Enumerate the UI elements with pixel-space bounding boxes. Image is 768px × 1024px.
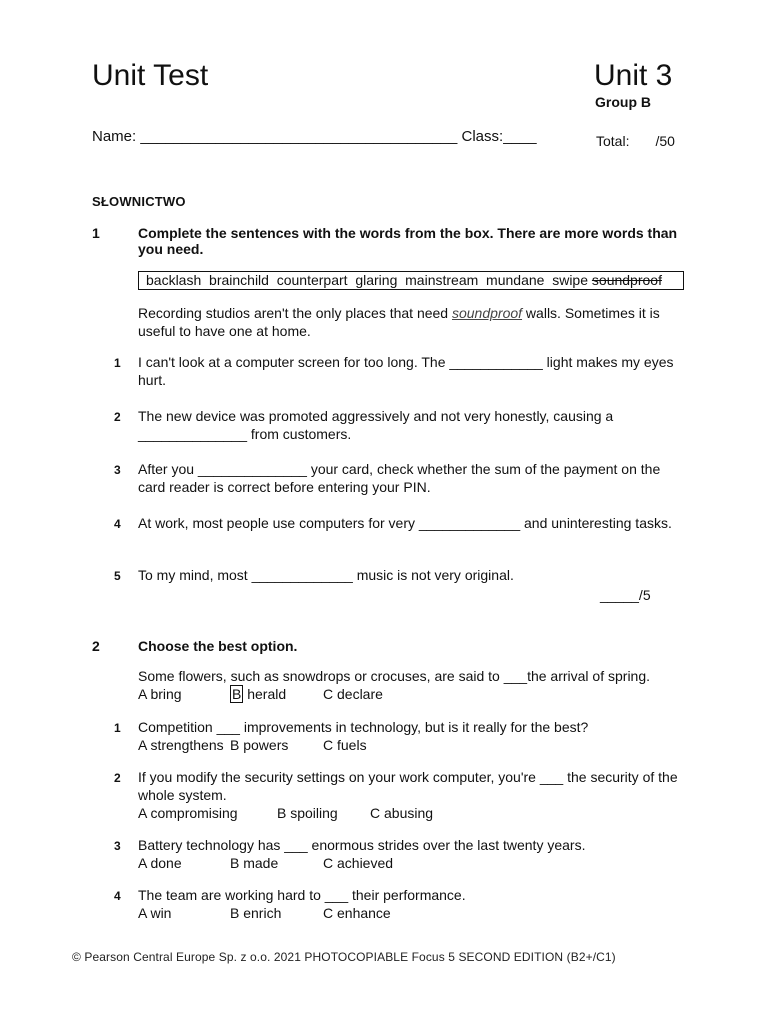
ex2-question-text: The team are working hard to ___ their performance. [138,887,466,903]
group-label: Group B [595,94,651,110]
exercise-1-number: 1 [92,225,100,241]
option-c: C abusing [370,805,434,821]
ex2-question-text: If you modify the security settings on your work computer, you're ___ the security of the whole system. [138,769,678,803]
option-c: C declare [323,686,383,702]
option-a: A win [138,905,172,921]
option-a: A strengthens [138,737,224,753]
option-c: C fuels [323,737,367,753]
ex1-question-text: To my mind, most _____________ music is not very original. [138,567,514,583]
example-text-start: Recording studios aren't the only places that need [138,305,452,321]
total-score [596,133,675,149]
word-box-used-word: soundproof [591,272,662,288]
exercise-1-score: _____/5 [600,587,651,603]
example-answer: soundproof [451,305,523,321]
word-box-words: backlash brainchild counterpart glaring mainstream mundane swipe [146,272,592,288]
selected-option-letter: B [232,686,242,702]
ex2-question-number: 3 [114,839,121,853]
option-b [230,686,286,703]
ex1-question-text: I can't look at a computer screen for too long. The ____________ light makes my eyes hurt. [138,354,674,388]
ex1-question-text: At work, most people use computers for very _____________ and uninteresting tasks. [138,515,672,531]
option-b: B made [230,855,279,871]
option-c: C enhance [323,905,391,921]
ex1-question-number: 2 [114,410,121,424]
unit-label: Unit 3 [594,59,673,92]
ex1-question-number: 4 [114,517,121,531]
ex1-question-text: After you ______________ your card, check whether the sum of the payment on the card reader is correct before entering your PIN. [138,461,661,495]
ex1-question-text: The new device was promoted aggressively and not very honestly, causing a ______________ from customers. [138,408,614,442]
name-class-line: Name: ______________________________________ Class:____ [92,128,537,145]
total-value: /50 [655,133,675,149]
copyright-footer: © Pearson Central Europe Sp. z o.o. 2021 PHOTOCOPIABLE Focus 5 SECOND EDITION (B2+/C1) [72,950,616,964]
ex2-question-number: 4 [114,889,121,903]
word-box [138,271,684,290]
ex2-question-text: Competition ___ improvements in technology, but is it really for the best? [138,719,589,735]
exercise-2-instruction: Choose the best option. [138,638,298,654]
option-b: B powers [230,737,289,753]
example-text-end: walls. Sometimes it is useful to have one at home. [138,305,660,339]
exercise-2-example: Some flowers, such as snowdrops or crocuses, are said to ___the arrival of spring. [138,668,651,684]
exercise-1-instruction: Complete the sentences with the words from the box. There are more words than you need. [138,225,678,257]
section-heading: SŁOWNICTWO [92,194,186,209]
option-c: C achieved [323,855,394,871]
option-b-word: herald [243,686,287,702]
option-b: B spoiling [277,805,338,821]
total-label: Total: [596,133,630,149]
ex2-question-number: 1 [114,721,121,735]
ex2-question-text: Battery technology has ___ enormous strides over the last twenty years. [138,837,586,853]
page-title: Unit Test [92,59,209,92]
ex2-question-number: 2 [114,771,121,785]
option-b: B enrich [230,905,282,921]
exercise-1-example [138,305,678,340]
ex1-question-number: 1 [114,356,121,370]
ex1-question-number: 5 [114,569,121,583]
ex1-question-number: 3 [114,463,121,477]
option-a: A done [138,855,182,871]
exercise-2-number: 2 [92,638,100,654]
option-a: A bring [138,686,182,702]
option-a: A compromising [138,805,238,821]
